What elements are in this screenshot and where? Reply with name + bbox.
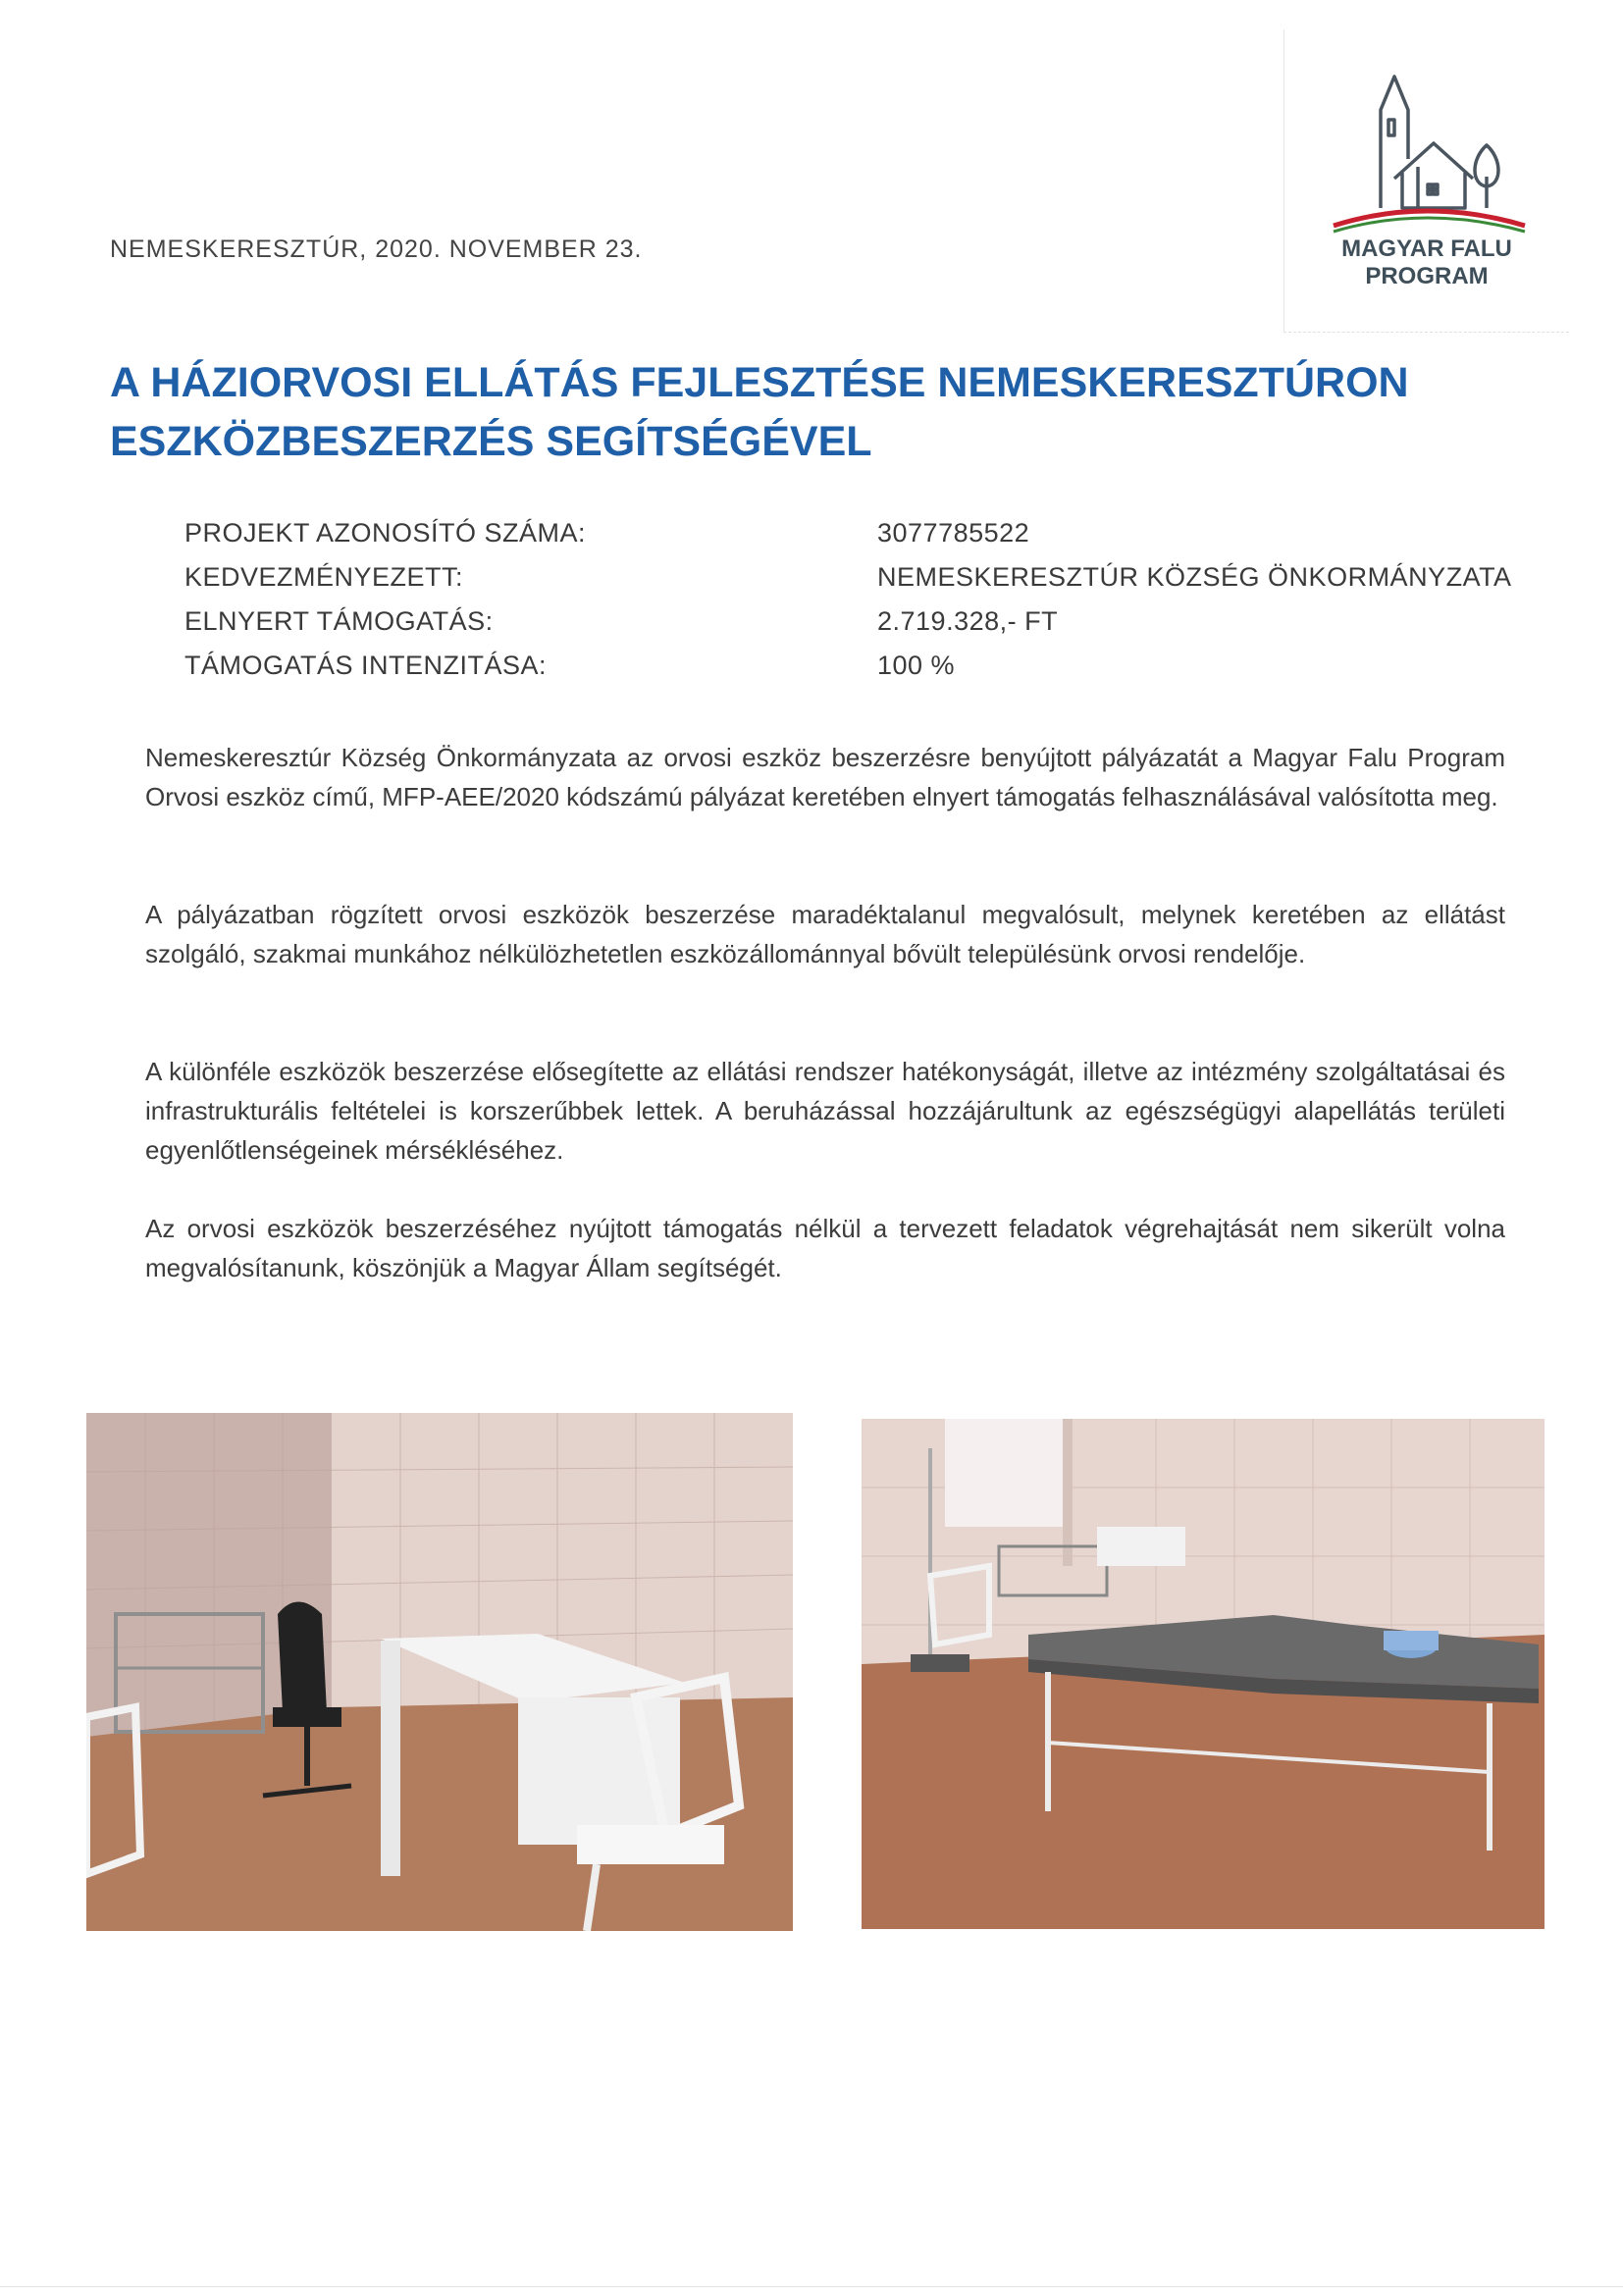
body-paragraph-2: A pályázatban rögzített orvosi eszközök beszerzése maradéktalanul megvalósult, melynek keretében az ellátást szolgáló, szakmai munkához nélkülözhetetlen eszközállománnyal bővült településünk orvosi rendelője.	[145, 900, 1505, 968]
office-desk-photo	[86, 1413, 793, 1931]
info-row-intensity	[184, 651, 1558, 695]
title-line1: A HÁZIORVOSI ELLÁTÁS FEJLESZTÉSE NEMESKERESZTÚRON	[110, 359, 1409, 406]
page-bottom-rule	[0, 2286, 1623, 2287]
body-paragraph-4: Az orvosi eszközök beszerzéséhez nyújtott támogatás nélkül a tervezett feladatok végrehajtását nem sikerült volna megvalósítanunk, köszönjük a Magyar Állam segítségét.	[145, 1214, 1505, 1282]
info-label: TÁMOGATÁS INTENZITÁSA:	[184, 651, 548, 680]
info-value: NEMESKERESZTÚR KÖZSÉG ÖNKORMÁNYZATA	[877, 562, 1512, 592]
document-title	[110, 353, 1523, 471]
info-label: PROJEKT AZONOSÍTÓ SZÁMA:	[184, 518, 587, 548]
body-paragraph-3: A különféle eszközök beszerzése elősegítette az ellátási rendszer hatékonyságát, illetve az intézmény szolgáltatásai és infrastrukturális feltételei is korszerűbbek lettek. A beruházással hozzájárultunk az egészségügyi alapellátás területi egyenlőtlenségeinek mérsékléséhez.	[145, 1057, 1505, 1165]
logo-text-line2: PROGRAM	[1365, 263, 1489, 289]
info-value: 3077785522	[877, 518, 1030, 548]
info-value: 2.719.328,- FT	[877, 606, 1059, 636]
title-line2: ESZKÖZBESZERZÉS SEGÍTSÉGÉVEL	[110, 418, 872, 465]
magyar-falu-program-logo	[1283, 29, 1569, 333]
examination-room-photo	[862, 1419, 1544, 1929]
project-info-table	[184, 518, 1558, 695]
body-paragraph-1: Nemeskeresztúr Község Önkormányzata az orvosi eszköz beszerzésre benyújtott pályázatát a Magyar Falu Program Orvosi eszköz című, MFP-AEE/2020 kódszámú pályázat keretében elnyert támogatás felhasználásával valósította meg.	[145, 743, 1505, 811]
info-row-grant	[184, 606, 1558, 651]
logo-text-line1: MAGYAR FALU	[1341, 235, 1512, 262]
document-date: NEMESKERESZTÚR, 2020. NOVEMBER 23.	[110, 235, 643, 263]
info-row-project-id	[184, 518, 1558, 562]
info-label: ELNYERT TÁMOGATÁS:	[184, 606, 494, 636]
info-row-beneficiary	[184, 562, 1558, 606]
info-label: KEDVEZMÉNYEZETT:	[184, 562, 464, 592]
info-value: 100 %	[877, 651, 956, 680]
village-church-house-tree-icon	[1324, 71, 1530, 237]
